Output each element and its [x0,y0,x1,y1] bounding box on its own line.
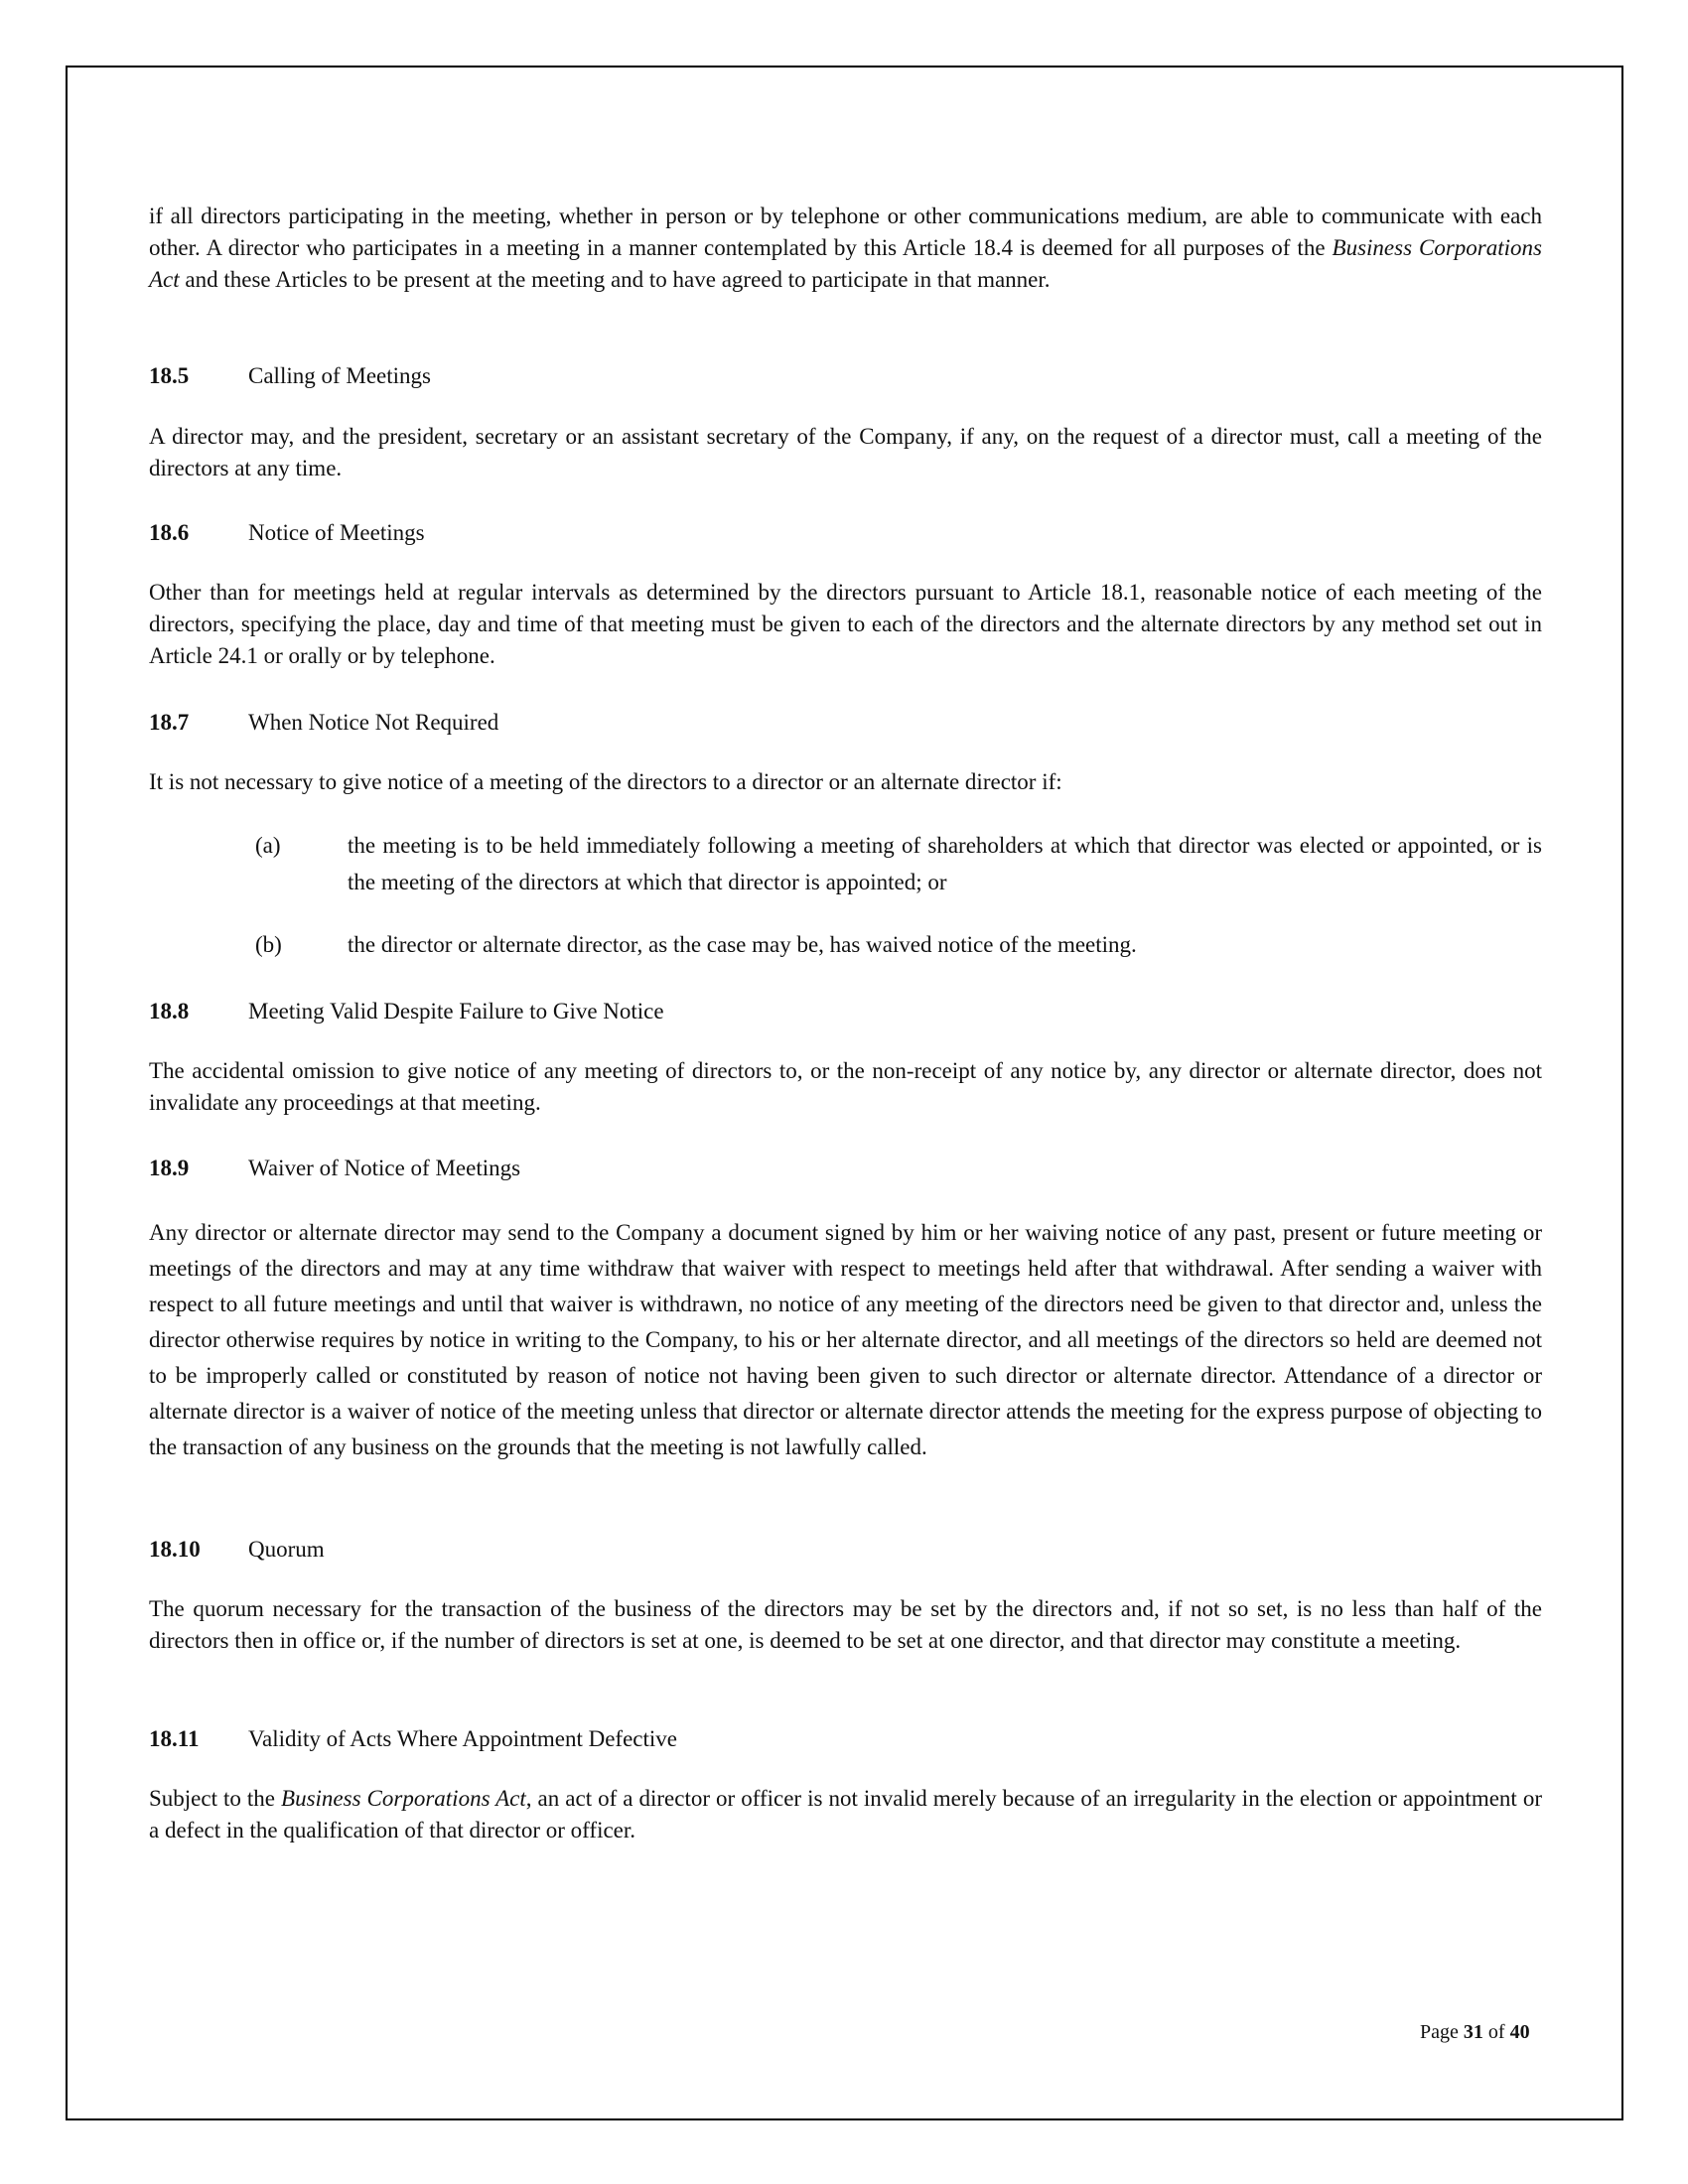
item-label: (b) [255,932,282,957]
text: and these Articles to be present at the meeting and to have agreed to participate in that manner. [179,267,1051,292]
paragraph-18-9: Any director or alternate director may send to the Company a document signed by him or her waiving notice of any past, present or future meeting or meetings of the directors and may at any time withdraw that waiver with respect to meetings held after that withdrawal. After sending a waiver with respect to all future meetings and until that waiver is withdrawn, no notice of any meeting of the directors need be given to that director and, unless the director otherwise requires by notice in writing to the Company, to his or her alternate director, and all meetings of the directors so held are deemed not to be improperly called or constituted by reason of notice not having been given to such director or alternate director. Attendance of a director or alternate director is a waiver of notice of the meeting unless that director or alternate director attends the meeting for the express purpose of objecting to the transaction of any business on the grounds that the meeting is not lawfully called. [149,1220,1542,1459]
paragraph-18-6: Other than for meetings held at regular intervals as determined by the directors pursuant to Article 18.1, reasonable notice of each meeting of the directors, specifying the place, day and time of that meeting must be given to each of the directors and the alternate directors by any method set out in Article 24.1 or orally or by telephone. [149,580,1542,668]
page-label: Page [1420,2021,1464,2043]
page-number [1420,2021,1530,2044]
section-number: 18.6 [149,520,190,545]
section-title: Meeting Valid Despite Failure to Give Notice [248,999,664,1024]
section-title: Quorum [248,1537,325,1562]
item-text: the director or alternate director, as the case may be, has waived notice of the meeting. [348,932,1137,957]
of-label: of [1482,2021,1510,2043]
section-title: Notice of Meetings [248,520,425,545]
item-label: (a) [255,833,281,858]
total-pages: 40 [1509,2021,1530,2043]
section-number: 18.10 [149,1537,201,1562]
section-number: 18.8 [149,999,190,1024]
list-item-b [149,926,1542,963]
heading-18-10 [149,1534,325,1566]
section-number: 18.9 [149,1156,190,1180]
heading-18-5 [149,360,431,392]
heading-18-7 [149,707,498,739]
text: if all directors participating in the meeting, whether in person or by telephone or other communications medium, are able to communicate with each other. A director who participates in a meeting in a manner contemplated by this Article 18.4 is deemed for all purposes of the [149,204,1542,260]
section-number: 18.11 [149,1726,200,1751]
paragraph-18-5: A director may, and the president, secretary or an assistant secretary of the Company, if any, on the request of a director must, call a meeting of the directors at any time. [149,424,1542,480]
paragraph-18-4-continued [149,201,1542,296]
text: , an act of a director or officer is not invalid merely because of an irregularity in the election or appointment or a defect in the qualification of that director or officer. [149,1786,1542,1843]
paragraph-18-10: The quorum necessary for the transaction of the business of the directors may be set by the directors and, if not so set, is no less than half of the directors then in office or, if the number of directors is set at one, is deemed to be set at one director, and that director may constitute a meeting. [149,1596,1542,1653]
text: Subject to the [149,1786,282,1811]
act-name: Business Corporations Act [281,1786,526,1811]
section-number: 18.7 [149,710,190,735]
heading-18-8 [149,996,664,1027]
heading-18-6 [149,517,425,549]
section-title: Waiver of Notice of Meetings [248,1156,521,1180]
paragraph-18-8: The accidental omission to give notice of any meeting of directors to, or the non-receipt of any notice by, any director or alternate director, does not invalidate any proceedings at that meeting. [149,1058,1542,1115]
heading-18-9 [149,1153,520,1184]
section-title: When Notice Not Required [248,710,499,735]
section-number: 18.5 [149,363,190,388]
heading-18-11 [149,1723,677,1755]
paragraph-18-7: It is not necessary to give notice of a meeting of the directors to a director or an alternate director if: [149,769,1062,794]
current-page: 31 [1463,2021,1483,2043]
section-title: Validity of Acts Where Appointment Defective [248,1726,677,1751]
list-item-a [149,827,1542,900]
section-title: Calling of Meetings [248,363,431,388]
paragraph-18-11 [149,1783,1542,1846]
act-name: Business Corporations Act [149,235,1542,292]
item-text: the meeting is to be held immediately following a meeting of shareholders at which that director was elected or appointed, or is the meeting of the directors at which that director is appointed; or [348,833,1542,894]
